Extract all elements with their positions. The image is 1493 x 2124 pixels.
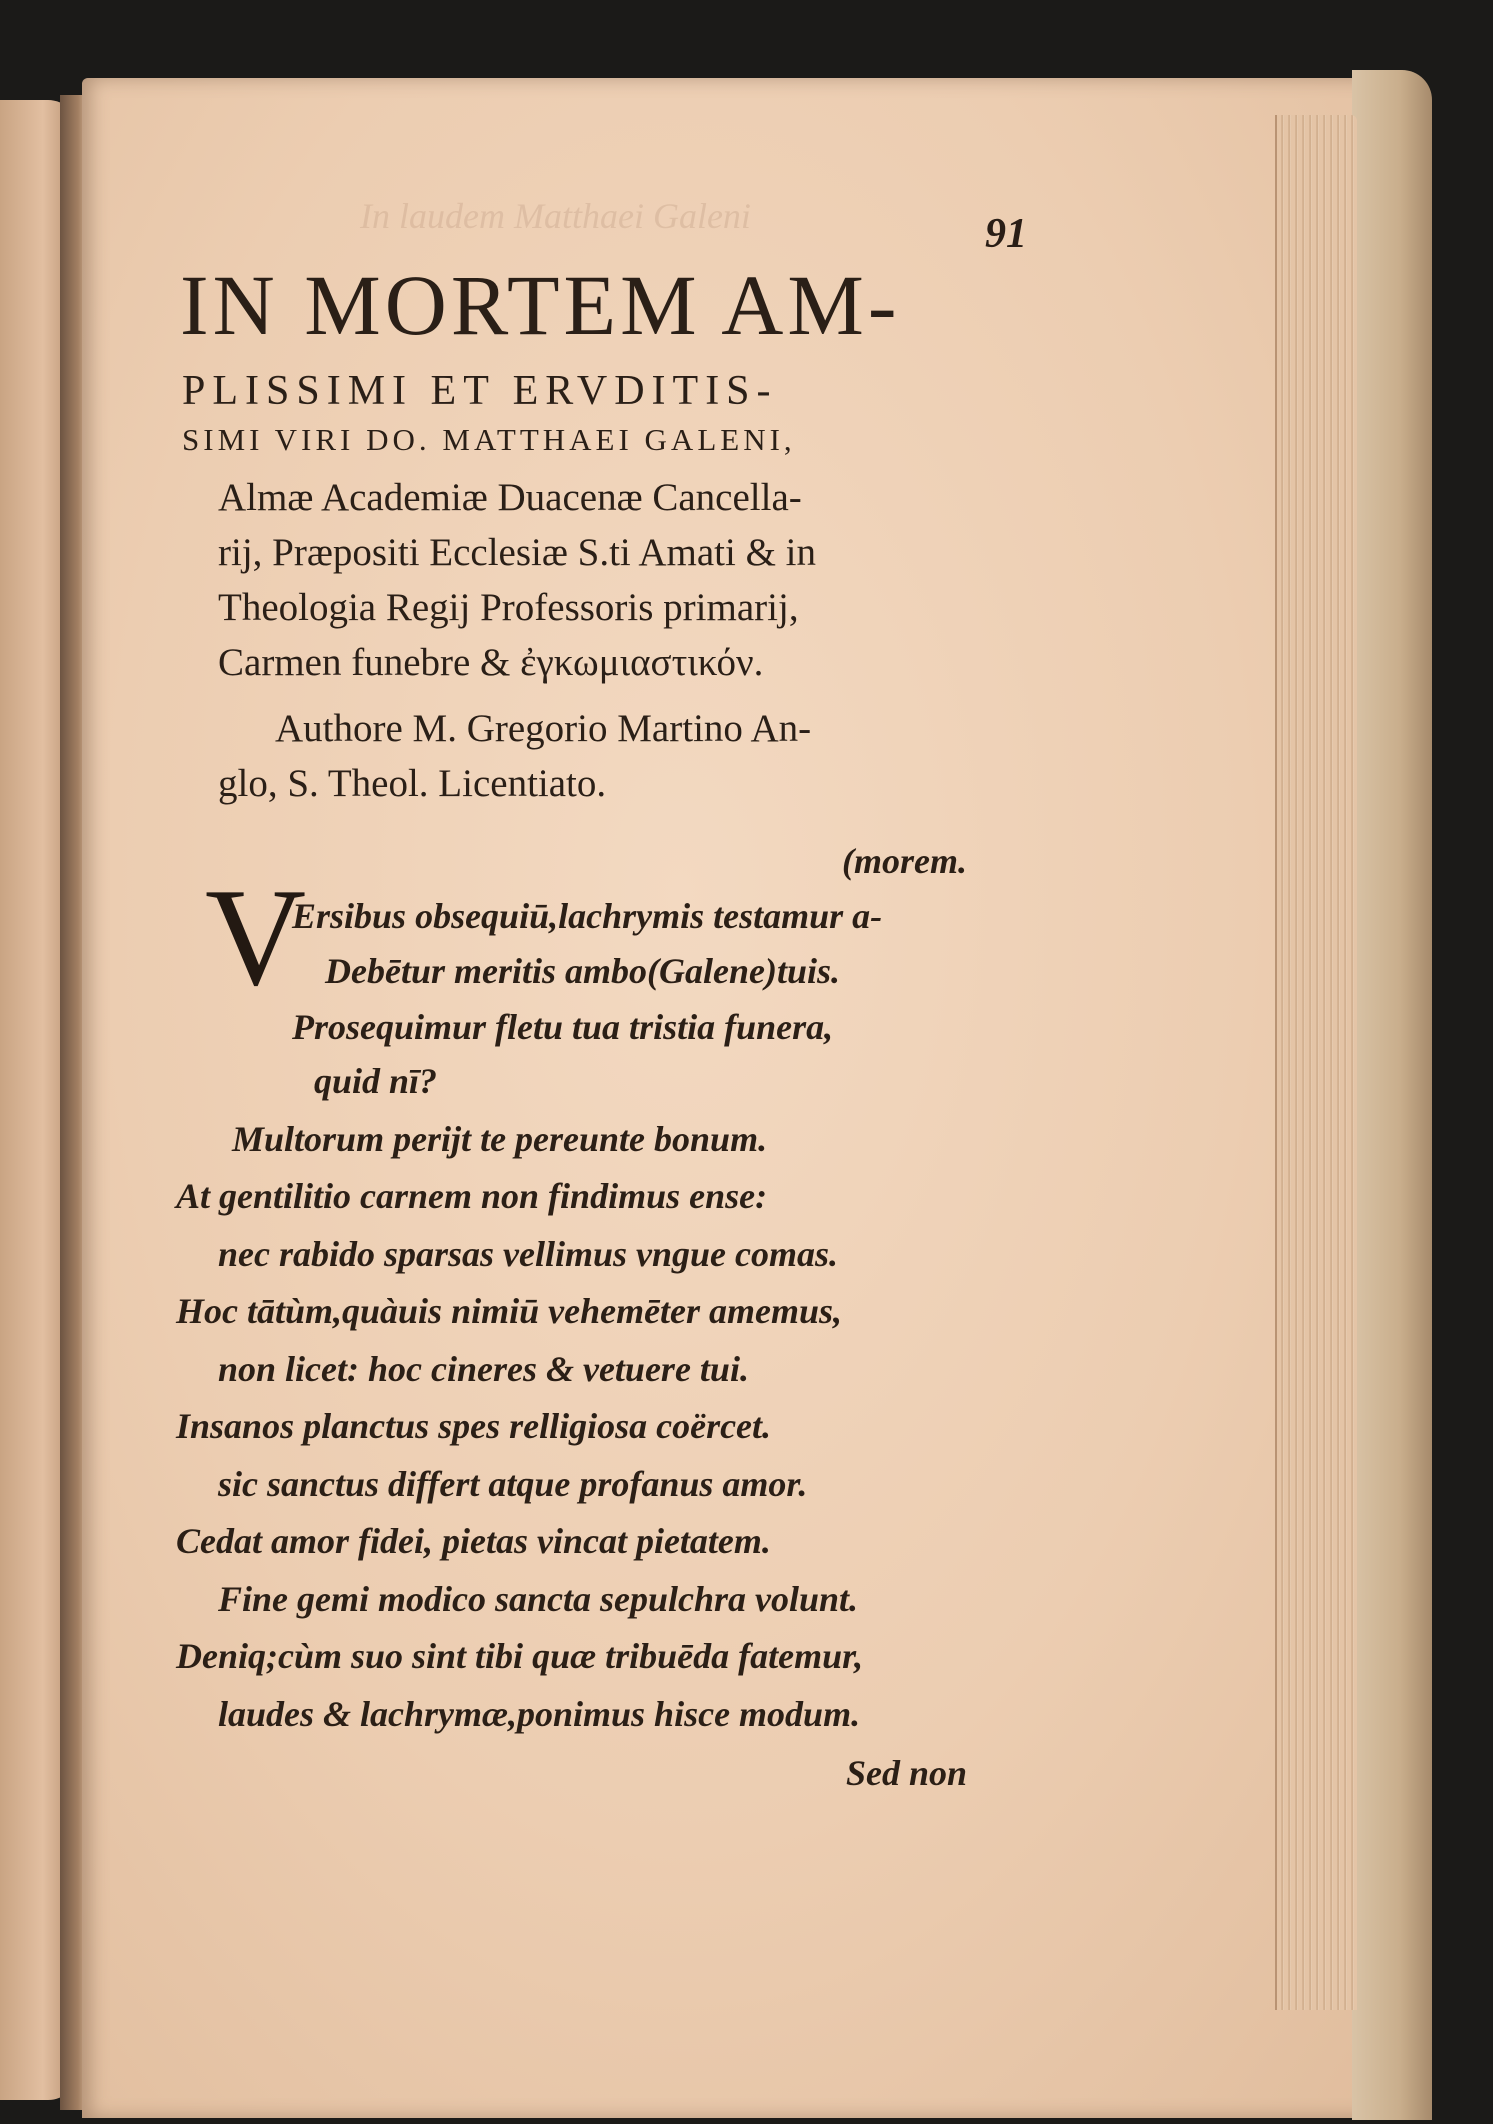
poem-line: non licet: hoc cineres & vetuere tui. [218,1349,749,1389]
poem-line: sic sanctus differt atque profanus amor. [218,1464,808,1504]
poem-line: At gentilitio carnem non findimus ense: [176,1176,768,1216]
poem-line: Deniq;cùm suo sint tibi quæ tribuēda fatemur, [176,1636,864,1676]
subtitle-line-3: Theologia Regij Professoris primarij, [218,586,799,629]
stacked-page-edges [1275,115,1357,2010]
poem-line: quid nī? [314,1061,438,1101]
subtitle-line-4: Carmen funebre & ἐγκωμιαστικόν. [218,641,764,684]
catchword: Sed non [846,1753,968,1793]
poem-line: Fine gemi modico sancta sepulchra volunt. [218,1579,859,1619]
poem-turnover: (morem. [842,841,967,881]
subtitle-line-2: rij, Præpositi Ecclesiæ S.ti Amati & in [218,531,817,574]
poem-line: Prosequimur fletu tua tristia funera, [292,1007,834,1047]
drop-cap-initial: V [205,860,307,1015]
poem-line: Multorum perijt te pereunte bonum. [232,1119,768,1159]
title-heading-line-2: PLISSIMI ET ERVDITIS- [182,368,778,414]
page-number: 91 [985,211,1027,257]
subtitle-line-1: Almæ Academiæ Duacenæ Cancella- [218,476,802,519]
title-heading-line-3: SIMI VIRI DO. MATTHAEI GALENI, [182,422,796,457]
poem-line: Insanos planctus spes relligiosa coërcet. [176,1406,772,1446]
poem-line: Debētur meritis ambo(Galene)tuis. [325,951,840,991]
author-line-2: glo, S. Theol. Licentiato. [218,762,607,805]
poem-line: nec rabido sparsas vellimus vngue comas. [218,1234,839,1274]
poem-line: Hoc tātùm,quàuis nimiū vehemēter amemus, [176,1291,843,1331]
vellum-cover-edge [1352,70,1432,2120]
poem-line: laudes & lachrymæ,ponimus hisce modum. [218,1694,861,1734]
author-line-1: Authore M. Gregorio Martino An- [275,707,812,750]
title-heading-line-1: IN MORTEM AM- [180,257,901,353]
poem-line: Ersibus obsequiū,lachrymis testamur a- [292,896,883,936]
bleedthrough-text: In laudem Matthaei Galeni [360,196,751,236]
poem-line: Cedat amor fidei, pietas vincat pietatem. [176,1521,771,1561]
